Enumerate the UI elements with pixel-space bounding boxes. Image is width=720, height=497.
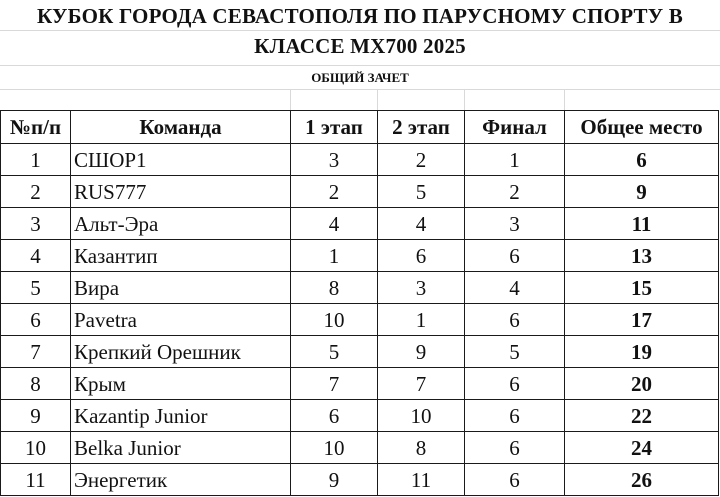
table-row [1, 240, 719, 272]
cell-number: 9 [1, 400, 71, 432]
gridline [0, 89, 720, 90]
cell-number: 1 [1, 144, 71, 176]
cell-stage2: 6 [378, 240, 465, 272]
cell-team: Энергетик [71, 464, 291, 496]
cell-number: 5 [1, 272, 71, 304]
table-row [1, 176, 719, 208]
cell-stage2: 10 [378, 400, 465, 432]
cell-total: 19 [565, 336, 719, 368]
cell-stage1: 8 [291, 272, 378, 304]
cell-stage2: 3 [378, 272, 465, 304]
table-row [1, 336, 719, 368]
cell-team: СШОР1 [71, 144, 291, 176]
cell-total: 15 [565, 272, 719, 304]
cell-final: 6 [465, 464, 565, 496]
cell-stage1: 9 [291, 464, 378, 496]
cell-stage2: 8 [378, 432, 465, 464]
cell-total: 9 [565, 176, 719, 208]
column-header-final: Финал [465, 111, 565, 144]
table-row [1, 464, 719, 496]
cell-final: 2 [465, 176, 565, 208]
cell-stage1: 7 [291, 368, 378, 400]
cell-stage2: 9 [378, 336, 465, 368]
cell-total: 20 [565, 368, 719, 400]
cell-stage1: 1 [291, 240, 378, 272]
cell-stage2: 11 [378, 464, 465, 496]
cell-team: Крепкий Орешник [71, 336, 291, 368]
standings-table [0, 110, 719, 496]
table-row [1, 144, 719, 176]
cell-total: 22 [565, 400, 719, 432]
cell-number: 3 [1, 208, 71, 240]
gridline [377, 89, 378, 110]
cell-total: 26 [565, 464, 719, 496]
cell-total: 13 [565, 240, 719, 272]
cell-number: 7 [1, 336, 71, 368]
cell-number: 4 [1, 240, 71, 272]
cell-number: 6 [1, 304, 71, 336]
table-row [1, 208, 719, 240]
gridline [0, 30, 720, 31]
cell-stage1: 3 [291, 144, 378, 176]
table-row [1, 400, 719, 432]
cell-team: Казантип [71, 240, 291, 272]
cell-stage1: 5 [291, 336, 378, 368]
column-header-stage2: 2 этап [378, 111, 465, 144]
cell-final: 3 [465, 208, 565, 240]
cell-number: 2 [1, 176, 71, 208]
page-subtitle: ОБЩИЙ ЗАЧЕТ [311, 70, 409, 85]
cell-stage2: 7 [378, 368, 465, 400]
cell-team: Вира [71, 272, 291, 304]
cell-team: Pavetra [71, 304, 291, 336]
cell-total: 6 [565, 144, 719, 176]
gridline [464, 89, 465, 110]
gridline [0, 65, 720, 66]
cell-stage1: 6 [291, 400, 378, 432]
cell-final: 1 [465, 144, 565, 176]
cell-stage1: 2 [291, 176, 378, 208]
table-row [1, 304, 719, 336]
gridline [290, 89, 291, 110]
cell-team: RUS777 [71, 176, 291, 208]
cell-stage2: 4 [378, 208, 465, 240]
cell-stage2: 5 [378, 176, 465, 208]
cell-stage2: 2 [378, 144, 465, 176]
column-header-total: Общее место [565, 111, 719, 144]
cell-final: 6 [465, 400, 565, 432]
table-row [1, 272, 719, 304]
cell-team: Альт-Эра [71, 208, 291, 240]
cell-final: 5 [465, 336, 565, 368]
column-header-number: №п/п [1, 111, 71, 144]
cell-stage2: 1 [378, 304, 465, 336]
cell-number: 10 [1, 432, 71, 464]
cell-final: 6 [465, 432, 565, 464]
cell-number: 11 [1, 464, 71, 496]
cell-total: 11 [565, 208, 719, 240]
cell-final: 6 [465, 368, 565, 400]
cell-team: Belka Junior [71, 432, 291, 464]
column-header-stage1: 1 этап [291, 111, 378, 144]
cell-team: Kazantip Junior [71, 400, 291, 432]
cell-stage1: 10 [291, 432, 378, 464]
column-header-team: Команда [71, 111, 291, 144]
page-title: КУБОК ГОРОДА СЕВАСТОПОЛЯ ПО ПАРУСНОМУ СПОРТУ В [37, 4, 683, 28]
cell-total: 17 [565, 304, 719, 336]
table-row [1, 368, 719, 400]
cell-team: Крым [71, 368, 291, 400]
cell-total: 24 [565, 432, 719, 464]
cell-number: 8 [1, 368, 71, 400]
cell-stage1: 10 [291, 304, 378, 336]
table-header-row [1, 111, 719, 144]
page-title-line2: КЛАССЕ МХ700 2025 [254, 34, 466, 58]
gridline [564, 89, 565, 110]
table-row [1, 432, 719, 464]
cell-stage1: 4 [291, 208, 378, 240]
cell-final: 6 [465, 240, 565, 272]
cell-final: 4 [465, 272, 565, 304]
cell-final: 6 [465, 304, 565, 336]
